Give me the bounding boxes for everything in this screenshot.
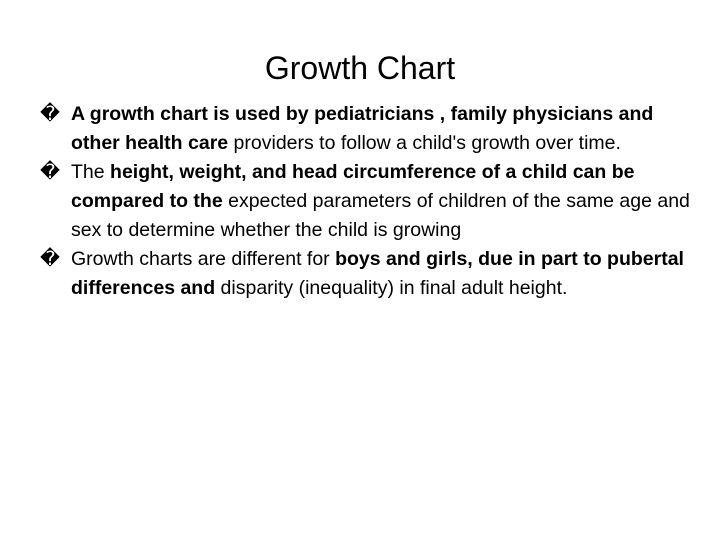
bullet-text: providers to follow a child's growth over time. <box>228 132 621 154</box>
bullet-text: The <box>71 161 111 183</box>
slide-title: Growth Chart <box>264 50 456 86</box>
bullet-item <box>40 245 690 303</box>
bullet-text: Growth charts are different for <box>71 248 336 270</box>
bullet-text-bold: height, weight, and head circumference of a child can be compared to the <box>71 161 635 212</box>
bullet-text: disparity (inequality) in final adult height. <box>215 277 568 299</box>
bullet-item <box>40 158 690 245</box>
bullet-text-bold: A growth chart is used by pediatricians , family physicians and other health care <box>71 103 654 154</box>
bullet-item <box>40 100 690 158</box>
bullet-text-bold: boys and girls, due in part to pubertal differences and <box>71 248 684 299</box>
bullet-text: expected parameters of children of the same age and sex to determine whether the child is growing <box>71 190 690 241</box>
bullet-marker-icon: � <box>40 103 60 125</box>
bullet-list <box>40 100 690 303</box>
bullet-marker-icon: � <box>40 248 60 270</box>
bullet-marker-icon: � <box>40 161 60 183</box>
